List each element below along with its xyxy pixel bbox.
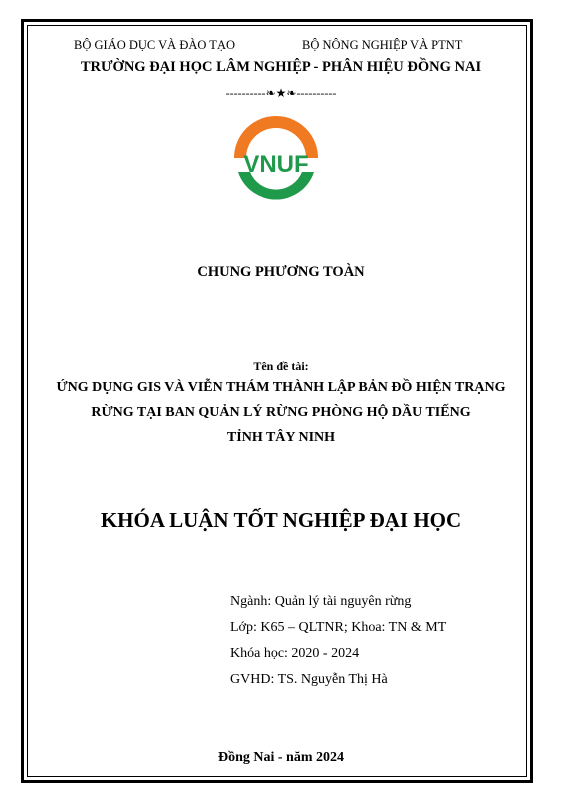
ornament-glyphs: ❧★❧ xyxy=(265,86,297,100)
topic-line-1: ỨNG DỤNG GIS VÀ VIỄN THÁM THÀNH LẬP BẢN ĐỒ HIỆN TRẠNG xyxy=(56,380,506,395)
info-supervisor: GVHD: TS. Nguyễn Thị Hà xyxy=(230,672,388,687)
place-year: Đồng Nai - năm 2024 xyxy=(217,750,344,765)
topic-line-2: RỪNG TẠI BAN QUẢN LÝ RỪNG PHÒNG HỘ DẦU TIẾNG xyxy=(91,405,471,420)
info-course: Khóa học: 2020 - 2024 xyxy=(230,646,360,661)
author-name: CHUNG PHƯƠNG TOÀN xyxy=(197,264,365,280)
topic-line-3: TỈNH TÂY NINH xyxy=(226,430,336,445)
thesis-type: KHÓA LUẬN TỐT NGHIỆP ĐẠI HỌC xyxy=(100,508,462,532)
ministry-education: BỘ GIÁO DỤC VÀ ĐÀO TẠO xyxy=(74,38,235,52)
logo-text: VNUF xyxy=(243,151,309,178)
info-class: Lớp: K65 – QLTNR; Khoa: TN & MT xyxy=(230,620,447,635)
ornament-divider: ----------❧★❧---------- xyxy=(225,86,337,100)
university-name: TRƯỜNG ĐẠI HỌC LÂM NGHIỆP - PHÂN HIỆU ĐỒNG NAI xyxy=(80,59,482,75)
ministry-agriculture: BỘ NÔNG NGHIỆP VÀ PTNT xyxy=(302,38,463,52)
topic-label: Tên đề tài: xyxy=(253,359,309,373)
vnuf-logo xyxy=(224,110,328,214)
info-major: Ngành: Quản lý tài nguyên rừng xyxy=(230,594,412,609)
